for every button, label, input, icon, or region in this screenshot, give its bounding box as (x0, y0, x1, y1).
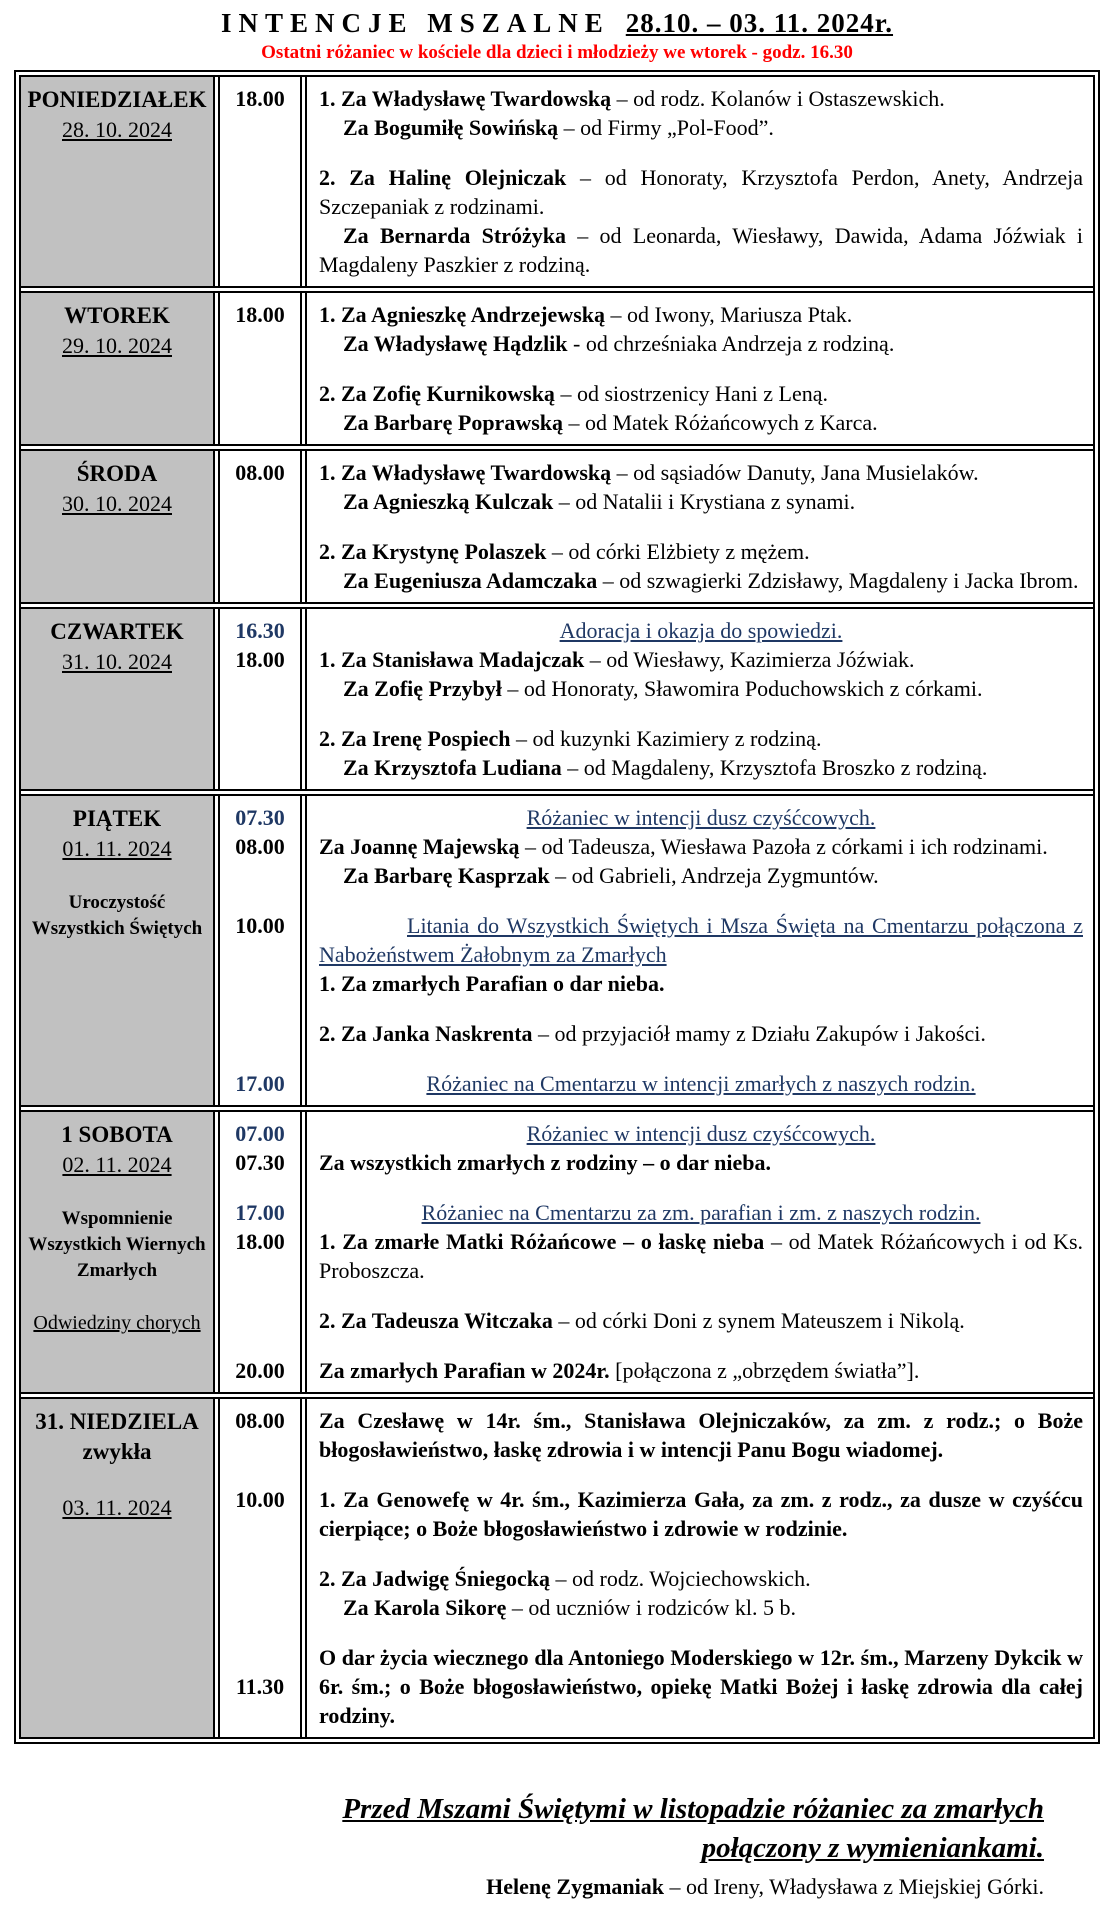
day-note: Wszystkich Świętych (31, 918, 203, 939)
schedule-row-czwartek (21, 602, 1093, 789)
intention-name: Za Krzysztofa Ludiana (343, 755, 562, 780)
intention-detail: - od chrześniaka Andrzeja z rodziną. (567, 331, 895, 356)
day-date: 03. 11. 2024 (62, 1495, 172, 1520)
footer-attribution-name: Helenę Zygmaniak (486, 1874, 664, 1899)
intention-detail: – od przyjaciół mamy z Działu Zakupów i Jakości. (532, 1021, 986, 1046)
time-block (220, 1356, 1093, 1392)
intention-name: Za Karola Sikorę (343, 1595, 507, 1620)
intention-detail: – od sąsiadów Danuty, Jana Musielaków. (611, 460, 979, 485)
schedule-row-sobota (21, 1105, 1093, 1392)
intention (319, 1406, 1083, 1464)
intention-detail: – od córki Elżbiety z mężem. (546, 539, 810, 564)
intention-name: 1. Za Genowefę w 4r. śm., Kazimierza Gała, za zm. z rodz., za dusze w czyśćcu cierpiące; o Boże błogosławieństwo i zdrowie w rodzinie. (319, 1487, 1083, 1541)
intention-name: 1. Za zmarłych Parafian o dar nieba. (319, 971, 665, 996)
time-block (220, 1399, 1093, 1485)
intentions-cell (300, 77, 1093, 286)
intention-name: Za Barbarę Poprawską (343, 410, 563, 435)
time-block (220, 609, 1093, 645)
intention-detail: Różaniec na Cmentarzu w intencji zmarłych z naszych rodzin. (426, 1071, 976, 1096)
day-name: PONIEDZIAŁEK (27, 87, 207, 112)
day-spacer (24, 1180, 210, 1206)
rosary-announcement: Ostatni różaniec w kościele dla dzieci i młodzieży we wtorek - godz. 16.30 (261, 42, 853, 63)
time-label: 10.00 (235, 1487, 285, 1512)
day-date: 02. 11. 2024 (62, 1152, 172, 1177)
intentions-cell (300, 609, 1093, 645)
intention (319, 861, 1083, 890)
time-label: 20.00 (235, 1358, 285, 1383)
day-spacer (24, 1284, 210, 1310)
spacer (319, 1177, 1083, 1198)
intentions-cell (300, 1356, 1093, 1392)
day-name: 31. NIEDZIELA (35, 1409, 199, 1434)
time-block (220, 451, 1093, 602)
intention-detail: – od Matek Różańcowych z Karca. (563, 410, 878, 435)
time-block (220, 645, 1093, 789)
intention (319, 1643, 1083, 1730)
footer-note-line2: połączony z wymieniankami. (701, 1832, 1044, 1864)
intention (319, 329, 1083, 358)
intention-detail: Litania do Wszystkich Świętych i Msza Święta na Cmentarzu połączona z Nabożeństwem Żałobnym za Zmarłych (319, 913, 1083, 967)
time-label: 08.00 (235, 834, 285, 859)
intention-detail: Adoracja i okazja do spowiedzi. (559, 618, 843, 643)
intention (319, 1485, 1083, 1543)
time-block (220, 1148, 1093, 1198)
schedule-row-niedziela (21, 1392, 1093, 1737)
intention-detail: – od siostrzenicy Hani z Leną. (554, 381, 829, 406)
day-note: Wszystkich Wiernych (28, 1234, 206, 1255)
intention (319, 969, 1083, 998)
time-label: 10.00 (235, 913, 285, 938)
time-label: 18.00 (235, 1229, 285, 1254)
intention-detail: Różaniec w intencji dusz czyśćcowych. (526, 805, 876, 830)
intentions-cell (300, 1069, 1093, 1105)
intention-name: 2. Za Irenę Pospiech (319, 726, 511, 751)
intention (319, 1148, 1083, 1177)
spacer (319, 703, 1083, 724)
intention-detail: Różaniec w intencji dusz czyśćcowych. (526, 1121, 876, 1146)
title-date-range: 28.10. – 03. 11. 2024r. (625, 8, 894, 38)
time-label: 07.30 (235, 805, 285, 830)
footer-note-line1: Przed Mszami Świętymi w listopadzie różaniec za zmarłych (342, 1793, 1044, 1825)
liturgy-note (319, 1069, 1083, 1098)
time-label: 08.00 (235, 460, 285, 485)
day-schedule (220, 1112, 1093, 1392)
intention (319, 537, 1083, 566)
day-schedule (220, 77, 1093, 286)
intention (319, 458, 1083, 487)
intention-detail: – od Iwony, Mariusza Ptak. (605, 302, 853, 327)
intention-name: 1. Za Władysławę Twardowską (319, 86, 612, 111)
day-name: 1 SOBOTA (61, 1122, 173, 1147)
schedule-table (14, 70, 1100, 1744)
day-cell (21, 293, 220, 444)
intention-name: Za Agnieszką Kulczak (343, 489, 554, 514)
day-schedule (220, 796, 1093, 1105)
day-name: zwykła (82, 1439, 152, 1464)
intention-name: 2. Za Tadeusza Witczaka (319, 1308, 553, 1333)
intention-name: 2. Za Krystynę Polaszek (319, 539, 547, 564)
intention-name: 2. Za Jadwigę Śniegocką (319, 1566, 551, 1591)
time-block (220, 1485, 1093, 1643)
liturgy-note (319, 616, 1083, 645)
intention-name: 2. Za Halinę Olejniczak (319, 165, 567, 190)
intention (319, 832, 1083, 861)
schedule-row-poniedzialek (21, 77, 1093, 286)
time-block (220, 293, 1093, 444)
day-name: CZWARTEK (50, 619, 184, 644)
day-date: 30. 10. 2024 (62, 491, 172, 516)
day-date: 28. 10. 2024 (62, 117, 172, 142)
intention-detail: [połączona z „obrzędem światła”]. (609, 1358, 920, 1383)
intentions-cell (300, 1485, 1093, 1643)
time-block (220, 1198, 1093, 1227)
intentions-cell (300, 1643, 1093, 1737)
spacer (319, 516, 1083, 537)
intention-name: O dar życia wiecznego dla Antoniego Moderskiego w 12r. śm., Marzeny Dykcik w 6r. śm.; o Boże błogosławieństwo, opiekę Matki Bożej i łaskę zdrowia dla całej rodziny. (319, 1645, 1083, 1728)
intention-name: Za Barbarę Kasprzak (343, 863, 550, 888)
time-label: 18.00 (235, 302, 285, 327)
spacer (319, 358, 1083, 379)
intention-name: Za Czesławę w 14r. śm., Stanisława Olejniczaków, za zm. z rodz.; o Boże błogosławieństwo, łaskę zdrowia i w intencji Panu Bogu wiadomej. (319, 1408, 1083, 1462)
intention (319, 753, 1083, 782)
spacer (319, 1335, 1083, 1356)
intention (319, 84, 1083, 113)
schedule-row-sroda (21, 444, 1093, 602)
spacer (319, 1285, 1083, 1306)
spacer (319, 142, 1083, 163)
liturgy-note (319, 911, 1083, 969)
intention-detail: – od Honoraty, Krzysztofa Perdon, Anety, Andrzeja Szczepaniak z rodzinami. (319, 165, 1083, 219)
day-schedule (220, 609, 1093, 789)
intentions-cell (300, 1112, 1093, 1148)
intention-detail: – od kuzynki Kazimiery z rodziną. (510, 726, 822, 751)
day-name: PIĄTEK (72, 806, 162, 831)
spacer (319, 1048, 1083, 1069)
intention-name: 1. Za zmarłe Matki Różańcowe – o łaskę nieba (319, 1229, 765, 1254)
intention-name: Za zmarłych Parafian w 2024r. (319, 1358, 610, 1383)
spacer (319, 890, 1083, 911)
intention-name: 1. Za Agnieszkę Andrzejewską (319, 302, 605, 327)
intentions-cell (300, 293, 1093, 444)
intention (319, 408, 1083, 437)
intention (319, 379, 1083, 408)
intentions-cell (300, 1399, 1093, 1485)
footer-attribution (14, 1872, 1044, 1902)
intention-name: 1. Za Władysławę Twardowską (319, 460, 612, 485)
intention-name: 1. Za Stanisława Madajczak (319, 647, 585, 672)
time-label: 18.00 (235, 86, 285, 111)
day-note: Odwiedziny chorych (33, 1312, 201, 1334)
intention-detail: – od Magdaleny, Krzysztofa Broszko z rodziną. (561, 755, 988, 780)
intention-detail: – od rodz. Wojciechowskich. (550, 1566, 811, 1591)
day-cell (21, 1112, 220, 1392)
time-label: 17.00 (235, 1200, 285, 1225)
intention-name: 2. Za Janka Naskrenta (319, 1021, 533, 1046)
time-block (220, 77, 1093, 286)
intention (319, 1227, 1083, 1285)
intentions-cell (300, 645, 1093, 789)
intention (319, 724, 1083, 753)
day-date: 31. 10. 2024 (62, 649, 172, 674)
liturgy-note (319, 1198, 1083, 1227)
time-label: 17.00 (235, 1071, 285, 1096)
intention-detail: – od Wiesławy, Kazimierza Jóźwiak. (584, 647, 915, 672)
time-label: 16.30 (235, 618, 285, 643)
intention (319, 674, 1083, 703)
time-block (220, 1112, 1093, 1148)
day-schedule (220, 293, 1093, 444)
time-label: 18.00 (235, 647, 285, 672)
intention-name: Za Bogumiłę Sowińską (343, 115, 559, 140)
intention-name: Za Eugeniusza Adamczaka (343, 568, 598, 593)
intention-name: Za Joannę Majewską (319, 834, 520, 859)
intention-name: Za Bernarda Stróżyka (343, 223, 566, 248)
footer-note (14, 1790, 1100, 1902)
intentions-cell (300, 451, 1093, 602)
intention-name: Za Zofię Przybył (343, 676, 502, 701)
spacer (319, 1622, 1083, 1643)
intention-detail: – od córki Doni z synem Mateuszem i Nikolą. (552, 1308, 965, 1333)
day-spacer (24, 1467, 210, 1493)
intention (319, 221, 1083, 279)
schedule-row-piatek (21, 789, 1093, 1105)
liturgy-note (319, 803, 1083, 832)
time-label: 07.00 (235, 1121, 285, 1146)
intention-detail: – od Tadeusza, Wiesława Pazoła z córkami i ich rodzinami. (519, 834, 1048, 859)
liturgy-note (319, 1119, 1083, 1148)
intention (319, 1019, 1083, 1048)
intention-detail: – od Matek Różańcowych i od Ks. Proboszcza. (319, 1229, 1084, 1283)
intentions-cell (300, 832, 1093, 911)
day-note: Zmarłych (76, 1260, 158, 1281)
intention-detail: – od rodz. Kolanów i Ostaszewskich. (611, 86, 945, 111)
time-block (220, 1643, 1093, 1737)
intentions-cell (300, 1148, 1093, 1198)
page-title (14, 8, 1100, 39)
intention-name: Za Władysławę Hądzlik (343, 331, 568, 356)
time-block (220, 832, 1093, 911)
day-date: 29. 10. 2024 (62, 333, 172, 358)
time-block (220, 1227, 1093, 1356)
intention (319, 1564, 1083, 1593)
day-spacer (24, 864, 210, 890)
intention (319, 300, 1083, 329)
spacer (319, 1464, 1083, 1485)
intentions-cell (300, 796, 1093, 832)
intention-detail: – od szwagierki Zdzisławy, Magdaleny i Jacka Ibrom. (597, 568, 1079, 593)
spacer (319, 1543, 1083, 1564)
intention (319, 487, 1083, 516)
day-schedule (220, 1399, 1093, 1737)
intention-detail: – od Firmy „Pol-Food”. (558, 115, 774, 140)
intention-detail: – od Gabrieli, Andrzeja Zygmuntów. (549, 863, 879, 888)
day-cell (21, 1399, 220, 1737)
time-block (220, 911, 1093, 1069)
intention (319, 1306, 1083, 1335)
intention-detail: – od Honoraty, Sławomira Poduchowskich z córkami. (501, 676, 983, 701)
intention-detail: Różaniec na Cmentarzu za zm. parafian i zm. z naszych rodzin. (421, 1200, 981, 1225)
time-label: 11.30 (235, 1674, 285, 1699)
intentions-cell (300, 1227, 1093, 1356)
day-name: ŚRODA (76, 461, 158, 486)
day-cell (21, 609, 220, 789)
intention (319, 1356, 1083, 1385)
intention-detail: – od Leonarda, Wiesławy, Dawida, Adama Jóźwiak i Magdaleny Paszkier z rodziną. (319, 223, 1083, 277)
intentions-cell (300, 1198, 1093, 1227)
title-text: INTENCJE MSZALNE (220, 8, 610, 38)
day-cell (21, 77, 220, 286)
day-cell (21, 451, 220, 602)
time-label: 08.00 (235, 1408, 285, 1433)
intention (319, 163, 1083, 221)
day-note: Wspomnienie (61, 1208, 173, 1229)
day-name: WTOREK (64, 303, 170, 328)
intention (319, 113, 1083, 142)
intention-name: 2. Za Zofię Kurnikowską (319, 381, 555, 406)
intention (319, 1593, 1083, 1622)
day-schedule (220, 451, 1093, 602)
intention-detail: – od uczniów i rodziców kl. 5 b. (506, 1595, 796, 1620)
day-cell (21, 796, 220, 1105)
intention (319, 645, 1083, 674)
intention (319, 566, 1083, 595)
day-date: 01. 11. 2024 (62, 836, 172, 861)
day-note: Uroczystość (68, 892, 166, 913)
intention-detail: – od Natalii i Krystiana z synami. (553, 489, 856, 514)
time-block (220, 796, 1093, 832)
schedule-row-wtorek (21, 286, 1093, 444)
intention-name: Za wszystkich zmarłych z rodziny – o dar nieba. (319, 1150, 772, 1175)
spacer (319, 998, 1083, 1019)
time-block (220, 1069, 1093, 1105)
footer-attribution-rest: – od Ireny, Władysława z Miejskiej Górki. (663, 1874, 1044, 1899)
time-label: 07.30 (235, 1150, 285, 1175)
intentions-cell (300, 911, 1093, 1069)
